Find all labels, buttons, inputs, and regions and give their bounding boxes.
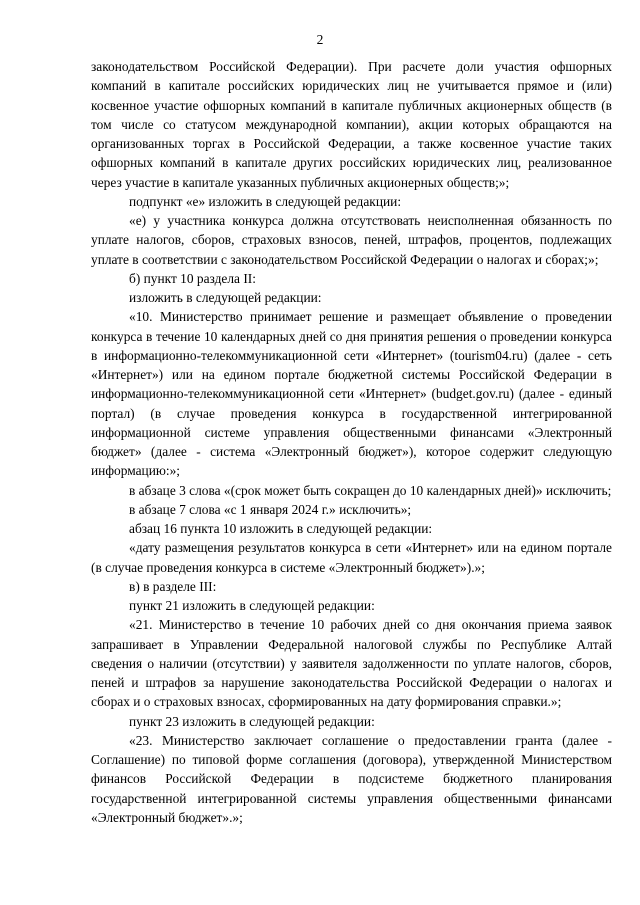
- paragraph: пункт 21 изложить в следующей редакции:: [129, 598, 375, 613]
- paragraph: «23. Министерство заключает соглашение о предоставлении гранта (далее - Соглашение) по типовой форме соглашения (договора), утвержденной Министерством финансов Российской Федерации в подсистеме бюджетного планирования государственной интегрированной системы управления общественными финансами «Электронный бюджет».»;: [91, 732, 612, 825]
- paragraph: абзац 16 пункта 10 изложить в следующей редакции:: [129, 521, 433, 536]
- paragraph: «21. Министерство в течение 10 рабочих дней со дня окончания приема заявок запрашивает в Управлении Федеральной налоговой службы по Республике Алтай сведения о наличии (отсутствии) у заявителя задолженности по уплате налогов, сборов, пеней и штрафов за нарушение законодательства Российской Федерации о налогах и сборах и о страховых взносах, сформированных на дату формирования справки.»;: [91, 617, 612, 710]
- paragraph: б) пункт 10 раздела II:: [129, 270, 256, 286]
- paragraph: «10. Министерство принимает решение и размещает объявление о проведении конкурса в течение 10 календарных дней со дня принятия решения о проведении конкурса в информационно-телекоммуникационной сети «Интернет» (tourism04.ru) (далее - сеть «Интернет») или на едином портале бюджетной системы Российской Федерации в информационно-телекоммуникационной сети «Интернет» (budget.gov.ru) (далее - единый портал) (в случае проведения конкурса в государственной интегрированной информационной системе управления общественными финансами «Электронный бюджет» (далее - система «Электронный бюджет»), которое содержит следующую информацию:»;: [91, 309, 612, 479]
- paragraph: в абзаце 3 слова «(срок может быть сокращен до 10 календарных дней)» исключить;: [129, 482, 612, 498]
- paragraph: «е) у участника конкурса должна отсутствовать неисполненная обязанность по уплате налогов, сборов, страховых взносов, пеней, штрафов, процентов, подлежащих уплате в соответствии с законодательством Российской Федерации о налогах и сборах;»;: [91, 213, 612, 267]
- paragraph: в) в разделе III:: [129, 578, 217, 594]
- paragraph: подпункт «е» изложить в следующей редакции:: [129, 193, 402, 209]
- paragraph: в абзаце 7 слова «с 1 января 2024 г.» исключить»;: [129, 501, 412, 517]
- paragraph: изложить в следующей редакции:: [129, 290, 322, 305]
- document-body: [91, 57, 612, 827]
- paragraph: законодательством Российской Федерации). При расчете доли участия офшорных компаний в капитале российских юридических лиц не учитывается прямое и (или) косвенное участие офшорных компаний в капитале публичных акционерных обществ (в том числе со статусом международной компании), акции которых обращаются на организованных торгах в Российской Федерации, а также косвенное участие таких офшорных компаний в капитале других российских юридических лиц, реализованное через участие в капитале указанных публичных акционерных обществ;»;: [91, 59, 612, 190]
- paragraph: «дату размещения результатов конкурса в сети «Интернет» или на едином портале (в случае проведения конкурса в системе «Электронный бюджет»).»;: [91, 540, 612, 575]
- page-number: 2: [316, 32, 324, 47]
- paragraph: пункт 23 изложить в следующей редакции:: [129, 713, 375, 729]
